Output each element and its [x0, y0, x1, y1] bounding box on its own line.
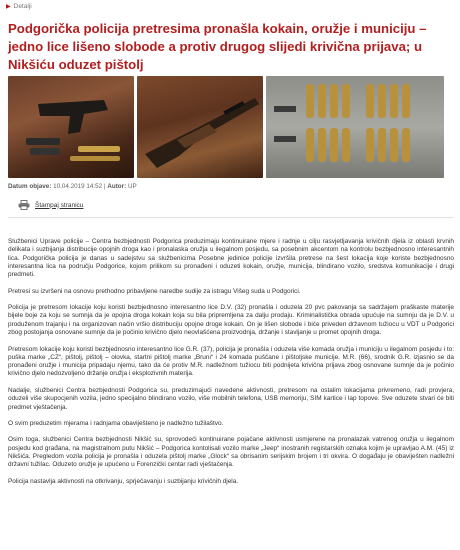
printer-icon	[18, 200, 30, 210]
meta-separator: |	[103, 183, 106, 190]
paragraph: O svim preduzetim mjerama i radnjama obaviješteno je nadležno tužilaštvo.	[8, 419, 224, 427]
breadcrumb-label[interactable]: Detalji	[13, 3, 32, 10]
article-title: Podgorička policija pretresima pronašla kokain, oružje i municiju – jedno lice lišeno slobode a protiv drugog slijedi krivična prijava; u Nikšiću oduzet pištolj	[8, 21, 427, 72]
ammunition-image	[266, 76, 444, 178]
breadcrumb	[6, 3, 32, 10]
chevron-right-icon: ▶	[6, 4, 11, 10]
publish-date: 10.04.2019 14:52	[53, 183, 103, 190]
article-meta	[8, 183, 137, 190]
gallery-photo-2[interactable]	[137, 76, 263, 178]
paragraph: Policija je pretresom lokacije koju koristi bezbjednosno interesantno lice D.V. (32) pronašla i oduzela 20 pvc pakovanja sa sadržajem praškaste materije bijele boje za koju se sumnja da je opojna droga kokain koja su bila pripremljena za dalju prodaju. Kriminalistička obrada upućuje na sumnju da je D.V. u produženom trajanju i na organizovan način vršio distribuciju opojne droge kokain. On je lišen slobode i biće priveden državnom tužiocu u VDT u Podgorici zbog postojanja osnovane sumnje da je počinio krivično djelo neovlašćena proizvodnja, držanje i stavljanje u promet opojnih droga.	[8, 304, 454, 337]
article-body	[8, 238, 454, 494]
paragraph: Službenici Uprave policije – Centra bezbjednosti Podgorica preduzimaju kontinuirane mjere i radnje u cilju rasvjetljavanja krivičnih djela iz oblasti krvnih delikata i suzbijanja distribucije opojnih droga kao i pronalaska oružja u ilegalnom posjedu, sa posebnim akcentom na kontrolu bezbjednosno interesantnih lica. Podgorička policija je danas u sadejstvu sa službenicima Posebne jedinice policije izvršila pretrese na šest lokacija koje koriste bezbjednosno interesantna lica na području Podgorice, kojom prilikom su pronađeni i oduzeti kokain, oružje, municija, blindirano vozilo, sredstva komunikacije i drugi predmeti.	[8, 238, 454, 279]
author-label: Autor:	[107, 183, 127, 190]
date-label: Datum objave:	[8, 183, 52, 190]
gallery-photo-1[interactable]	[8, 76, 134, 178]
print-page-link[interactable]	[18, 200, 83, 210]
paragraph: Osim toga, službenici Centra bezbjednosti Nikšić su, sprovodeći kontinuirane pojačane aktivnosti usmjerene na pronalazak vatrenog oružja u ilegalnom posjedu kod građana, na magistralnom putu Nikšić – Podgorica kontolisali vozilo marke „Jeep“ inostranih registarskih oznaka kojim je upravljao A.M. (45) iz Nikšića. Pregledom vozila policija je pronašla i oduzela pištolj marke „Glock“ sa obrisanim serijskim brojem i tri okvira. O događaju je obaviješten nadležni državni tužilac. Oduzeto oružje je upućeno u Forenzički centar radi vještačenja.	[8, 436, 454, 469]
photo-gallery	[8, 76, 444, 178]
paragraph: Pretresi su izvršeni na osnovu prethodno pribavljene naredbe sudije za istragu Višeg suda u Podgorici.	[8, 287, 301, 295]
divider	[8, 217, 454, 218]
rifle-image	[137, 76, 263, 178]
paragraph: Nadalje, službenici Centra bezbjednosti Podgorica su, preduzimajući navedene aktivnosti, pretresom na ostalim lokacijama privremeno, radi provjera, oduzeli više skupocjenih vozila, jedno specijalno blindirano vozilo, više mobilnih telefona, USB memoriju, SIM kartice i lap topove. Sve oduzete stvari će biti predmet vještačenja.	[8, 386, 454, 411]
print-page-label[interactable]: Štampaj stranicu	[35, 201, 84, 209]
paragraph: Pretresom lokacije koju koristi bezbjednosno interesantno lice G.R. (37), policija je pronašla i oduzela više komada oružja i municiju u ilegalnom posjedu i to: puška marke „CZ“, pištolj, pištolj – olovka, startni pištolj marke „Bruni“ i 24 komada puščane i pištoljske municije. M.R. (66), srodnik G.R. izjasnio se da pronađeni oružje i municija pripadaju njemu, tako da će protiv M.R. nadležnom tužiocu biti podnijeta krivična prijava zbog osnovane sumnje da je počinio krivično djelo nedozvoljeno držanje oružja i eksplozivnih materija.	[8, 345, 454, 378]
gallery-photo-3[interactable]	[266, 76, 444, 178]
pistol-with-magazines-image	[8, 76, 134, 178]
paragraph: Policija nastavlja aktivnosti na otkrivanju, sprječavanju i suzbijanju krivičnih djela.	[8, 477, 239, 485]
author-name: UP	[127, 183, 137, 190]
